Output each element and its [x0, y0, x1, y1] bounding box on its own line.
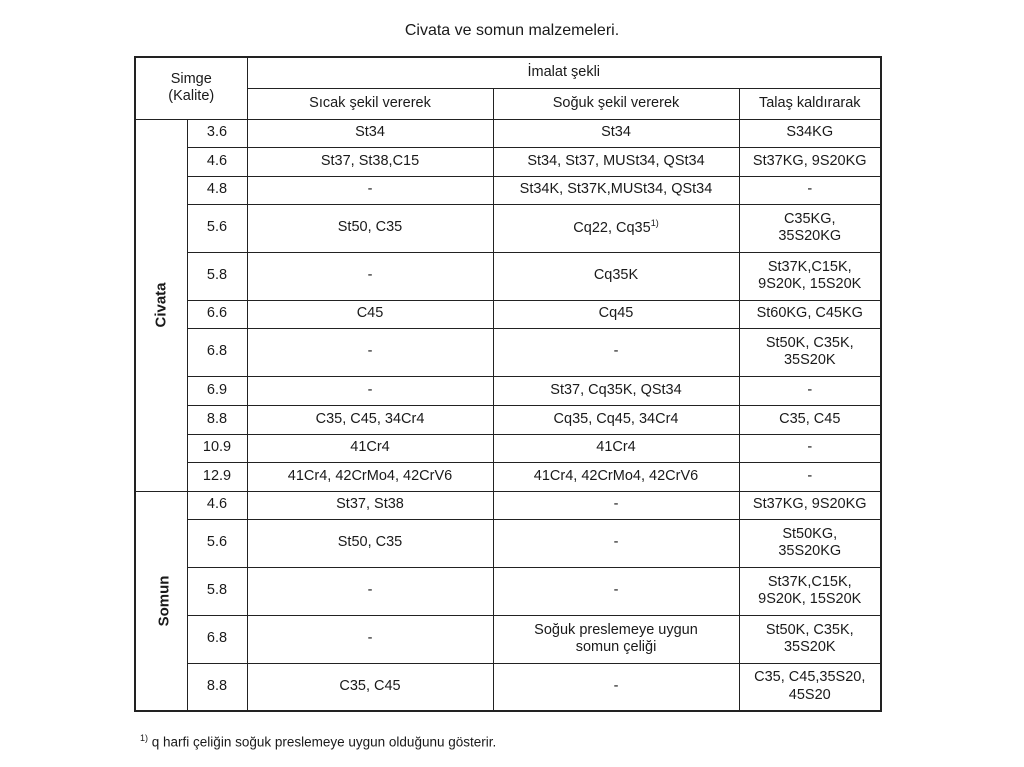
- hot-forming-cell-text: C35, C45: [339, 678, 401, 695]
- header-kalite-label: (Kalite): [168, 88, 215, 105]
- hot-forming-cell-text: 41Cr4, 42CrMo4, 42CrV6: [287, 467, 453, 484]
- cold-forming-cell: [493, 462, 739, 491]
- grade-cell-text: 4.6: [206, 152, 228, 169]
- cold-forming-cell: [493, 300, 739, 328]
- group-label: Civata: [152, 282, 170, 328]
- machining-cell: [739, 462, 881, 491]
- materials-table: [134, 56, 882, 712]
- cold-forming-cell: [493, 663, 739, 711]
- hot-forming-cell-text: -: [367, 381, 373, 398]
- hot-forming-cell-text: St50, C35: [337, 534, 403, 551]
- cold-forming-cell: [493, 376, 739, 405]
- cold-forming-cell: [493, 491, 739, 519]
- header-hot: Sıcak şekil vererek: [247, 88, 493, 119]
- table-row: [135, 300, 881, 328]
- grade-cell-text: 8.8: [206, 678, 228, 695]
- cold-forming-cell-text: 41Cr4: [596, 439, 636, 456]
- machining-cell: [739, 300, 881, 328]
- machining-cell-text: St37K,C15K, 9S20K, 15S20K: [758, 258, 862, 292]
- machining-cell: [739, 204, 881, 252]
- cold-forming-cell: [493, 328, 739, 376]
- grade-cell: [187, 567, 247, 615]
- grade-cell: [187, 252, 247, 300]
- table-row: [135, 328, 881, 376]
- grade-cell-text: 6.6: [206, 305, 228, 322]
- grade-cell-text: 6.9: [206, 381, 228, 398]
- table-row: [135, 147, 881, 176]
- machining-cell: [739, 567, 881, 615]
- hot-forming-cell: [247, 252, 493, 300]
- table-row: [135, 176, 881, 204]
- header-imalat: İmalat şekli: [247, 57, 881, 88]
- hot-forming-cell-text: -: [367, 582, 373, 599]
- table-row: [135, 252, 881, 300]
- hot-forming-cell-text: 41Cr4: [350, 439, 390, 456]
- cold-forming-cell: [493, 615, 739, 663]
- hot-forming-cell: [247, 567, 493, 615]
- cold-forming-cell: [493, 204, 739, 252]
- grade-cell-text: 5.6: [206, 219, 228, 236]
- machining-cell: [739, 405, 881, 434]
- hot-forming-cell: [247, 615, 493, 663]
- table-row: [135, 491, 881, 519]
- machining-cell: [739, 252, 881, 300]
- cold-forming-cell-text: Cq35, Cq45, 34Cr4: [553, 410, 679, 427]
- grade-cell: [187, 328, 247, 376]
- grade-cell: [187, 663, 247, 711]
- table-row: [135, 434, 881, 462]
- cold-forming-cell: [493, 434, 739, 462]
- machining-cell: [739, 119, 881, 147]
- machining-cell: [739, 376, 881, 405]
- header-simge: [135, 57, 247, 119]
- grade-cell-text: 6.8: [206, 343, 228, 360]
- grade-cell-text: 5.6: [206, 534, 228, 551]
- machining-cell-text: St37K,C15K, 9S20K, 15S20K: [758, 573, 862, 607]
- table-row: [135, 519, 881, 567]
- machining-cell-text: -: [807, 381, 813, 398]
- cold-forming-cell-text: Cq35K: [593, 267, 639, 284]
- machining-cell: [739, 491, 881, 519]
- cold-forming-cell-text: St34, St37, MUSt34, QSt34: [527, 152, 705, 169]
- grade-cell-text: 5.8: [206, 582, 228, 599]
- machining-cell: [739, 147, 881, 176]
- table-row: [135, 376, 881, 405]
- grade-cell: [187, 147, 247, 176]
- cold-forming-cell: [493, 405, 739, 434]
- cold-forming-cell: [493, 176, 739, 204]
- cold-forming-cell-text: -: [613, 678, 619, 695]
- machining-cell: [739, 434, 881, 462]
- grade-cell: [187, 519, 247, 567]
- grade-cell-text: 6.8: [206, 630, 228, 647]
- cold-forming-cell-text: St37, Cq35K, QSt34: [550, 381, 682, 398]
- grade-cell-text: 3.6: [206, 124, 228, 141]
- footnote-ref: 1): [650, 218, 659, 229]
- machining-cell: [739, 615, 881, 663]
- group-label-cell: [135, 491, 187, 711]
- page-title: Civata ve somun malzemeleri.: [404, 22, 620, 39]
- grade-cell: [187, 405, 247, 434]
- header-machining: Talaş kaldırarak: [739, 88, 881, 119]
- hot-forming-cell: [247, 434, 493, 462]
- cold-forming-cell-text: Cq22, Cq35: [573, 220, 651, 237]
- machining-cell-text: C35KG, 35S20KG: [778, 210, 842, 244]
- machining-cell-text: C35, C45,35S20, 45S20: [754, 669, 866, 703]
- hot-forming-cell-text: St34: [355, 124, 385, 141]
- machining-cell-text: St60KG, C45KG: [756, 305, 863, 322]
- machining-cell-text: St50KG, 35S20KG: [778, 525, 842, 559]
- grade-cell: [187, 119, 247, 147]
- table-row: [135, 663, 881, 711]
- cold-forming-cell-text: -: [613, 496, 619, 513]
- footnote-text: q harfi çeliğin soğuk preslemeye uygun olduğunu gösterir.: [151, 734, 497, 750]
- hot-forming-cell-text: C45: [356, 305, 384, 322]
- cold-forming-cell-text: 41Cr4, 42CrMo4, 42CrV6: [533, 467, 699, 484]
- grade-cell: [187, 615, 247, 663]
- hot-forming-cell: [247, 462, 493, 491]
- footnote-mark: 1): [140, 733, 149, 743]
- cold-forming-cell-text: Soğuk preslemeye uygun somun çeliği: [534, 621, 698, 655]
- cold-forming-cell-text: -: [613, 534, 619, 551]
- hot-forming-cell: [247, 204, 493, 252]
- header-simge-label: Simge: [170, 70, 212, 87]
- machining-cell-text: St50K, C35K, 35S20K: [765, 621, 854, 655]
- hot-forming-cell-text: -: [367, 181, 373, 198]
- grade-cell-text: 8.8: [206, 410, 228, 427]
- grade-cell: [187, 300, 247, 328]
- cold-forming-cell: [493, 119, 739, 147]
- grade-cell-text: 5.8: [206, 267, 228, 284]
- hot-forming-cell-text: -: [367, 267, 373, 284]
- cold-forming-cell-text: St34: [601, 124, 631, 141]
- grade-cell: [187, 462, 247, 491]
- hot-forming-cell: [247, 405, 493, 434]
- cold-forming-cell-text: -: [613, 582, 619, 599]
- hot-forming-cell: [247, 176, 493, 204]
- hot-forming-cell: [247, 519, 493, 567]
- machining-cell-text: S34KG: [786, 124, 834, 141]
- cold-forming-cell-text: -: [613, 343, 619, 360]
- table-row: [135, 567, 881, 615]
- cold-forming-cell: [493, 252, 739, 300]
- machining-cell: [739, 328, 881, 376]
- machining-cell: [739, 519, 881, 567]
- grade-cell: [187, 434, 247, 462]
- hot-forming-cell: [247, 328, 493, 376]
- footnote: [140, 733, 496, 750]
- cold-forming-cell-text: St34K, St37K,MUSt34, QSt34: [519, 181, 713, 198]
- table-row: [135, 204, 881, 252]
- table-row: [135, 615, 881, 663]
- table-body: [135, 119, 881, 711]
- table-row: [135, 405, 881, 434]
- grade-cell-text: 12.9: [202, 467, 232, 484]
- machining-cell-text: -: [807, 467, 813, 484]
- machining-cell-text: St50K, C35K, 35S20K: [765, 334, 854, 368]
- cold-forming-cell: [493, 567, 739, 615]
- grade-cell-text: 4.6: [206, 496, 228, 513]
- table-row: [135, 462, 881, 491]
- hot-forming-cell: [247, 376, 493, 405]
- hot-forming-cell-text: St50, C35: [337, 219, 403, 236]
- cold-forming-cell: [493, 147, 739, 176]
- group-label-cell: [135, 119, 187, 491]
- hot-forming-cell-text: St37, St38,C15: [320, 152, 420, 169]
- hot-forming-cell-text: -: [367, 630, 373, 647]
- cold-forming-cell-text: Cq45: [598, 305, 634, 322]
- hot-forming-cell-text: C35, C45, 34Cr4: [315, 410, 425, 427]
- grade-cell: [187, 491, 247, 519]
- hot-forming-cell: [247, 491, 493, 519]
- group-label: Somun: [155, 575, 173, 626]
- machining-cell: [739, 176, 881, 204]
- machining-cell-text: -: [807, 181, 813, 198]
- hot-forming-cell: [247, 119, 493, 147]
- hot-forming-cell: [247, 147, 493, 176]
- header-cold: Soğuk şekil vererek: [493, 88, 739, 119]
- grade-cell: [187, 176, 247, 204]
- grade-cell-text: 4.8: [206, 181, 228, 198]
- hot-forming-cell-text: St37, St38: [336, 496, 404, 513]
- grade-cell: [187, 376, 247, 405]
- cold-forming-cell: [493, 519, 739, 567]
- hot-forming-cell-text: -: [367, 343, 373, 360]
- grade-cell: [187, 204, 247, 252]
- machining-cell-text: -: [807, 439, 813, 456]
- machining-cell: [739, 663, 881, 711]
- table-row: [135, 119, 881, 147]
- machining-cell-text: St37KG, 9S20KG: [752, 496, 867, 513]
- machining-cell-text: C35, C45: [779, 410, 841, 427]
- grade-cell-text: 10.9: [202, 439, 232, 456]
- hot-forming-cell: [247, 663, 493, 711]
- hot-forming-cell: [247, 300, 493, 328]
- machining-cell-text: St37KG, 9S20KG: [752, 152, 867, 169]
